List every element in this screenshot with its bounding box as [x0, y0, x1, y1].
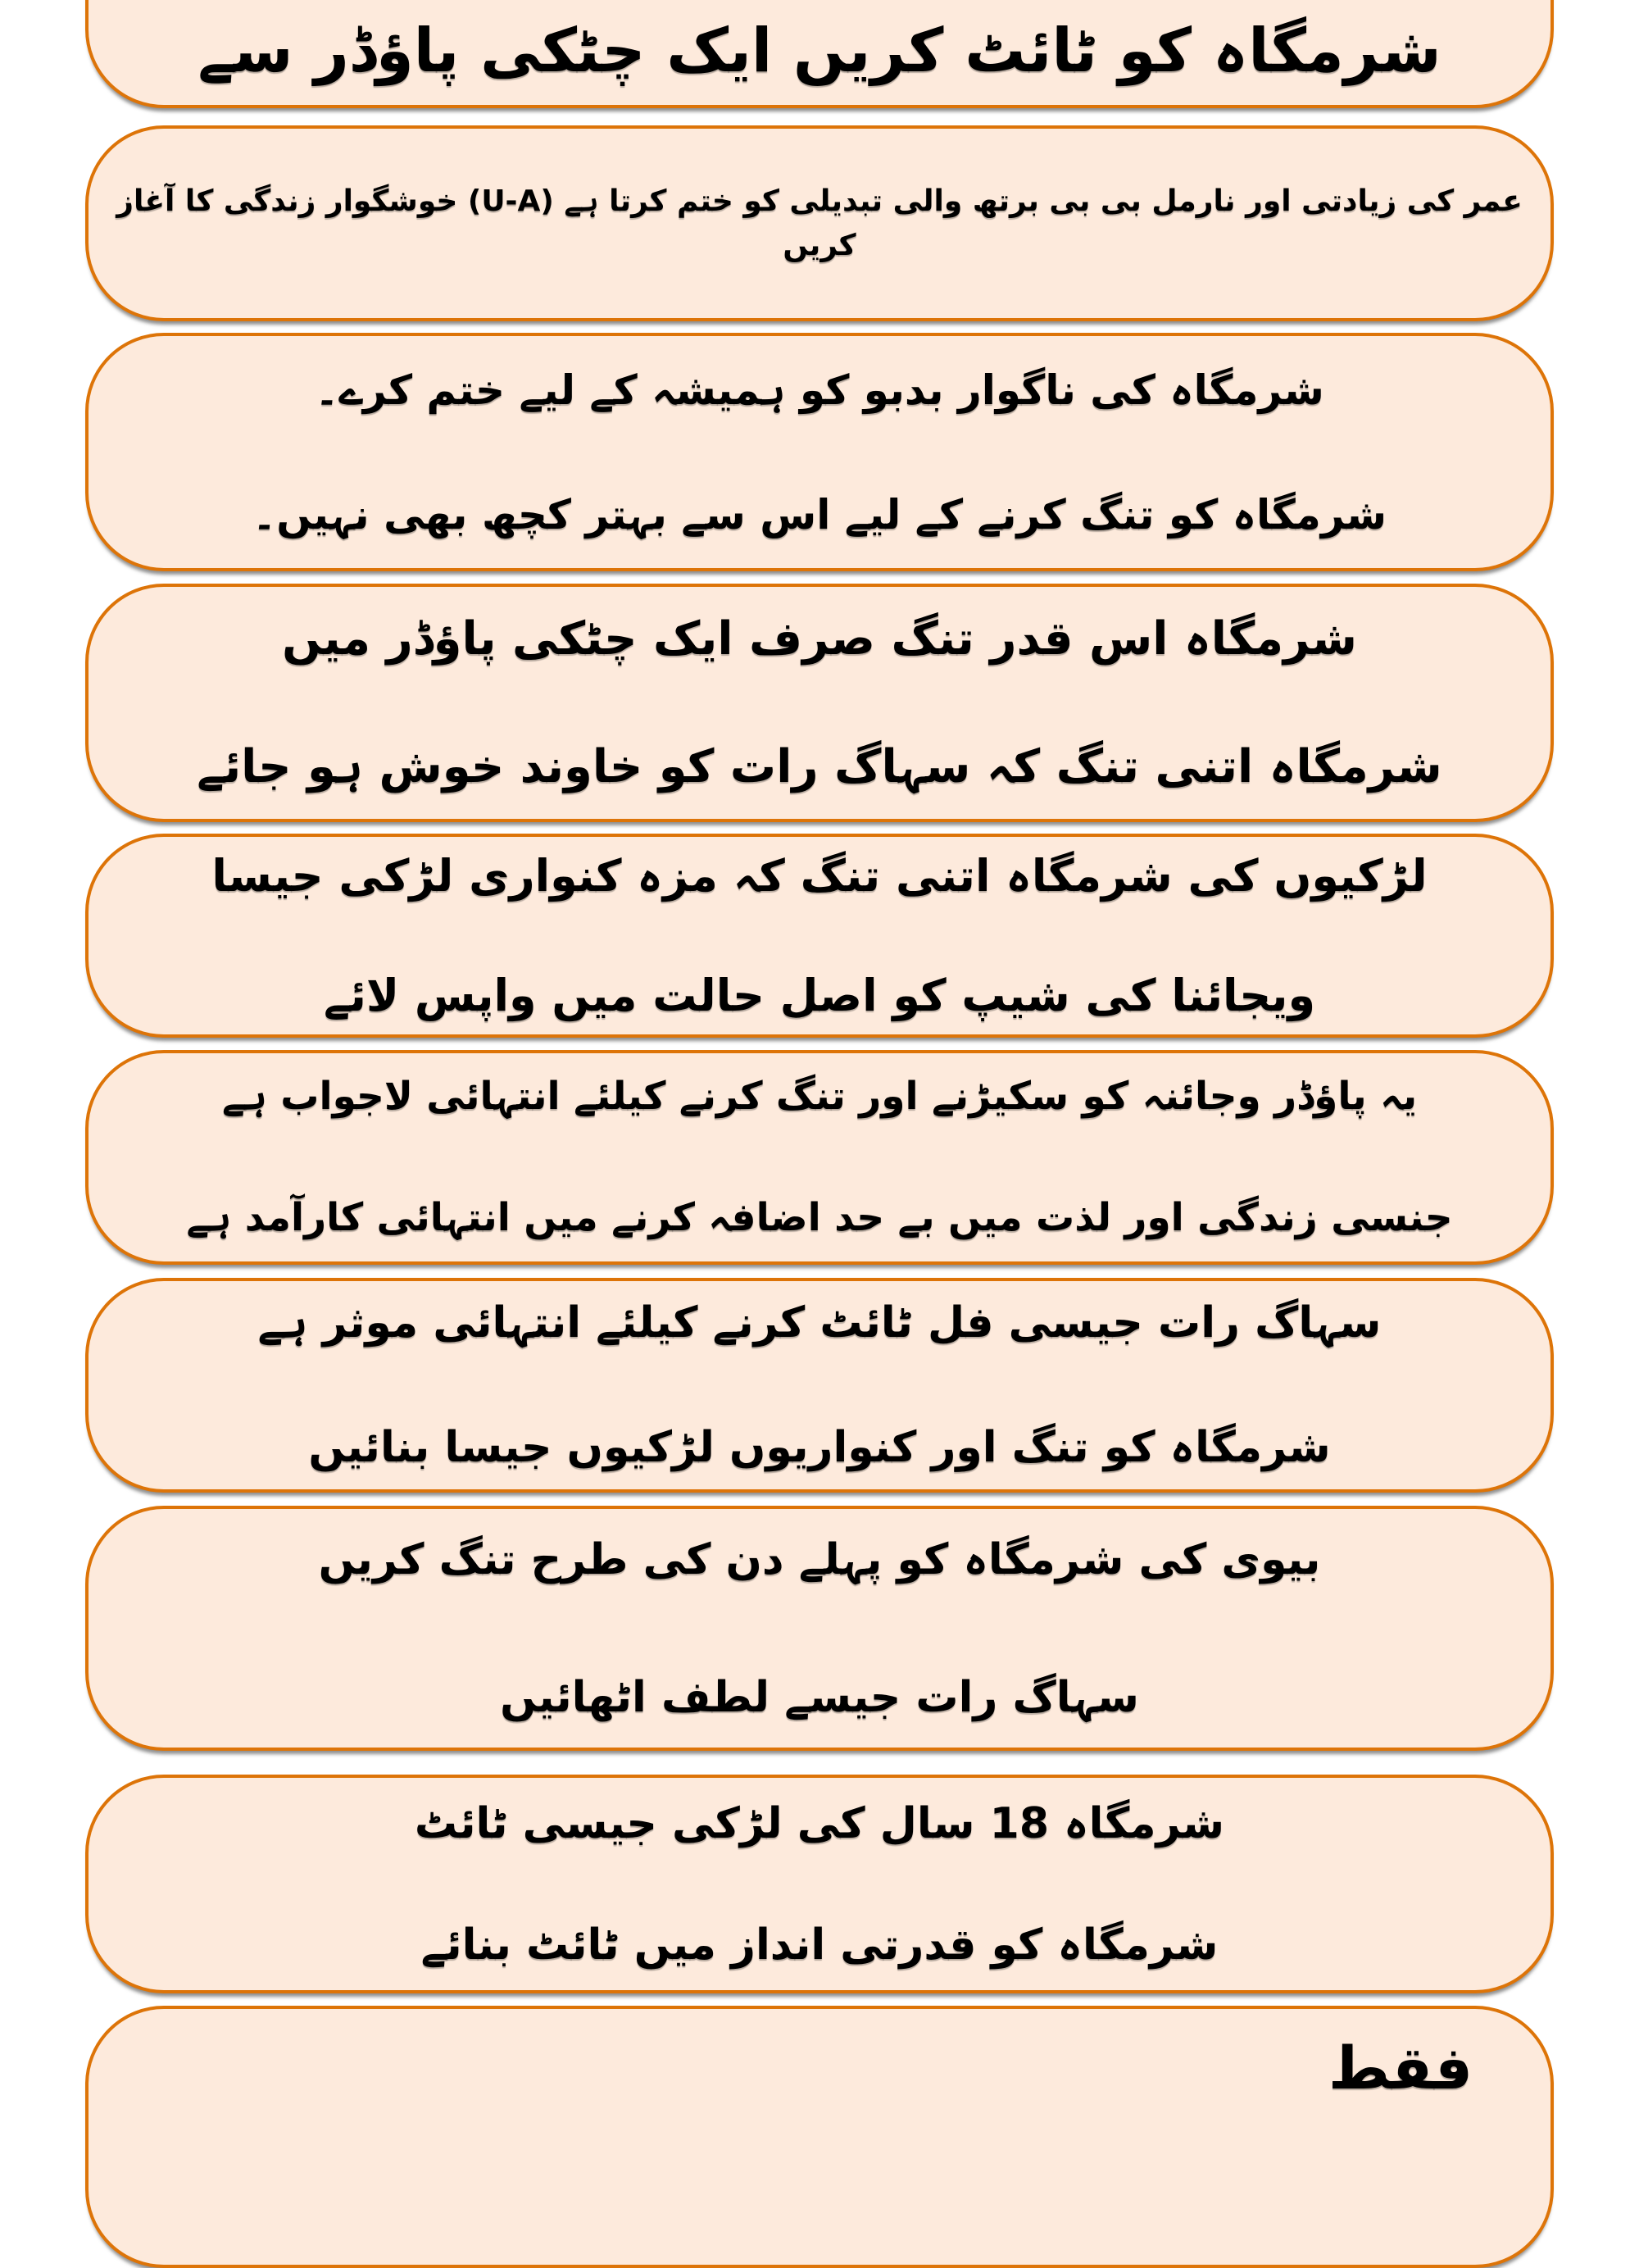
odor-line-1: شرمگاہ کی ناگوار بدبو کو ہمیشہ کے لیے ختم کرے۔ — [315, 366, 1324, 414]
pinch-powder-line-1: شرمگاہ اس قدر تنگ صرف ایک چٹکی پاؤڈر میں — [282, 611, 1357, 666]
odor-box — [85, 333, 1554, 571]
powder-benefit-line-1: یہ پاؤڈر وجائنہ کو سکیڑنے اور تنگ کرنے کیلئے انتہائی لاجواب ہے — [221, 1074, 1418, 1119]
shape-restore-line-1: لڑکیوں کی شرمگاہ اتنی تنگ کہ مزہ کنواری لڑکی جیسا — [211, 849, 1428, 902]
shape-restore-box — [85, 834, 1554, 1038]
bottom-partial-text: فقط — [1328, 2034, 1473, 2102]
full-tight-line-2: شرمگاہ کو تنگ اور کنواریوں لڑکیوں جیسا بنائیں — [308, 1423, 1331, 1472]
full-tight-line-1: سہاگ رات جیسی فل ٹائٹ کرنے کیلئے انتہائی موثر ہے — [257, 1298, 1382, 1348]
shape-restore-line-2: ویجائنا کی شیپ کو اصل حالت میں واپس لائے — [323, 969, 1316, 1021]
age-change-text: عمر کی زیادتی اور نارمل بی بی برتھ والی تبدیلی کو ختم کرتا ہے (U-A) خوشگوار زندگی کا آغاز کریں — [116, 184, 1523, 262]
odor-line-2: شرمگاہ کو تنگ کرنے کے لیے اس سے بہتر کچھ بھی نہیں۔ — [252, 490, 1387, 539]
first-day-line-1: بیوی کی شرمگاہ کو پہلے دن کی طرح تنگ کریں — [318, 1534, 1321, 1584]
age-change-box — [85, 125, 1554, 321]
eighteen-years-line-1: شرمگاہ 18 سال کی لڑکی جیسی ٹائٹ — [414, 1798, 1225, 1848]
bottom-partial-box — [85, 2006, 1554, 2268]
eighteen-years-line-2: شرمگاہ کو قدرتی انداز میں ٹائٹ بنائے — [420, 1920, 1219, 1970]
first-day-line-2: سہاگ رات جیسے لطف اٹھائیں — [500, 1672, 1139, 1722]
first-day-box — [85, 1506, 1554, 1751]
eighteen-years-box — [85, 1775, 1554, 1993]
headline-text: شرمگاہ کو ٹائٹ کریں ایک چٹکی پاؤڈر سے — [197, 16, 1442, 87]
full-tight-box — [85, 1278, 1554, 1493]
powder-benefit-box — [85, 1050, 1554, 1265]
pinch-powder-box — [85, 584, 1554, 822]
powder-benefit-line-2: جنسی زندگی اور لذت میں بے حد اضافہ کرنے میں انتہائی کارآمد ہے — [186, 1195, 1453, 1240]
pinch-powder-line-2: شرمگاہ اتنی تنگ کہ سہاگ رات کو خاوند خوش ہو جائے — [197, 739, 1442, 793]
headline-box — [85, 0, 1554, 108]
